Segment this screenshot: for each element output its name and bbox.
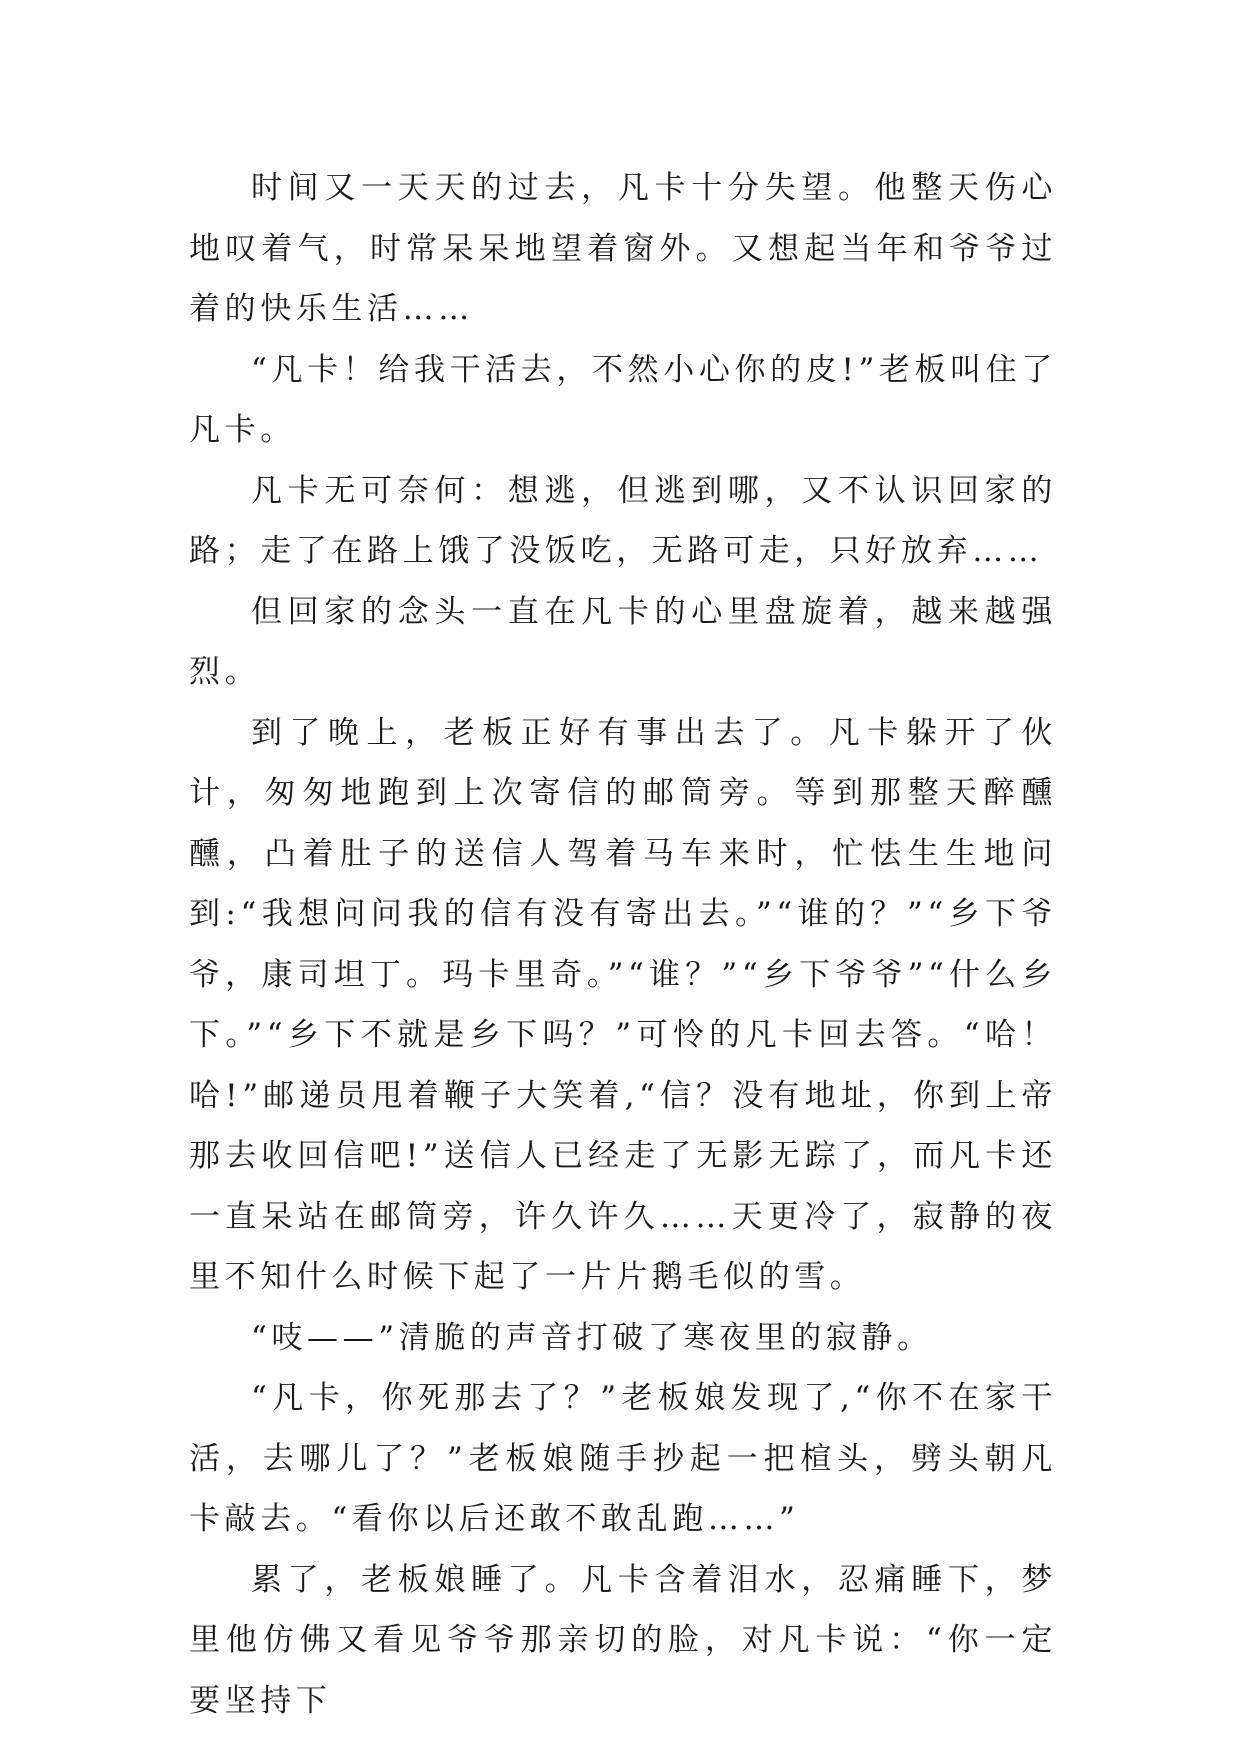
paragraph-2: “凡卡！给我干活去，不然小心你的皮!”老板叫住了凡卡。: [189, 351, 1057, 448]
paragraph-4: 但回家的念头一直在凡卡的心里盘旋着，越来越强烈。: [189, 593, 1057, 690]
paragraph-6: “吱——”清脆的声音打破了寒夜里的寂静。: [251, 1319, 933, 1356]
paragraph-7: “凡卡，你死那去了？”老板娘发现了,“你不在家干活，去哪儿了？”老板娘随手抄起一把楦头，劈头朝凡卡敲去。“看你以后还敢不敢乱跑……”: [189, 1380, 1057, 1537]
document-page: [189, 158, 1057, 1731]
paragraph-8: 累了，老板娘睡了。凡卡含着泪水，忍痛睡下，梦里他仿佛又看见爷爷那亲切的脸，对凡卡说：“你一定要坚持下: [189, 1561, 1057, 1719]
paragraph-3: 凡卡无可奈何：想逃，但逃到哪，又不认识回家的路；走了在路上饿了没饭吃，无路可走，只好放弃……: [189, 472, 1057, 569]
paragraph-1: 时间又一天天的过去，凡卡十分失望。他整天伤心地叹着气，时常呆呆地望着窗外。又想起当年和爷爷过着的快乐生活……: [189, 170, 1057, 327]
paragraph-5: 到了晚上，老板正好有事出去了。凡卡躲开了伙计，匆匆地跑到上次寄信的邮筒旁。等到那整天醉醺醺，凸着肚子的送信人驾着马车来时，忙怯生生地问到:“我想问问我的信有没有寄出去。”“谁的？”“乡下爷爷，康司坦丁。玛卡里奇。”“谁？”“乡下爷爷”“什么乡下。”“乡下不就是乡下吗？”可怜的凡卡回去答。“哈！哈!”邮递员甩着鞭子大笑着,“信？没有地址，你到上帝那去收回信吧!”送信人已经走了无影无踪了，而凡卡还一直呆站在邮筒旁，许久许久……天更冷了，寂静的夜里不知什么时候下起了一片片鹅毛似的雪。: [189, 714, 1057, 1295]
